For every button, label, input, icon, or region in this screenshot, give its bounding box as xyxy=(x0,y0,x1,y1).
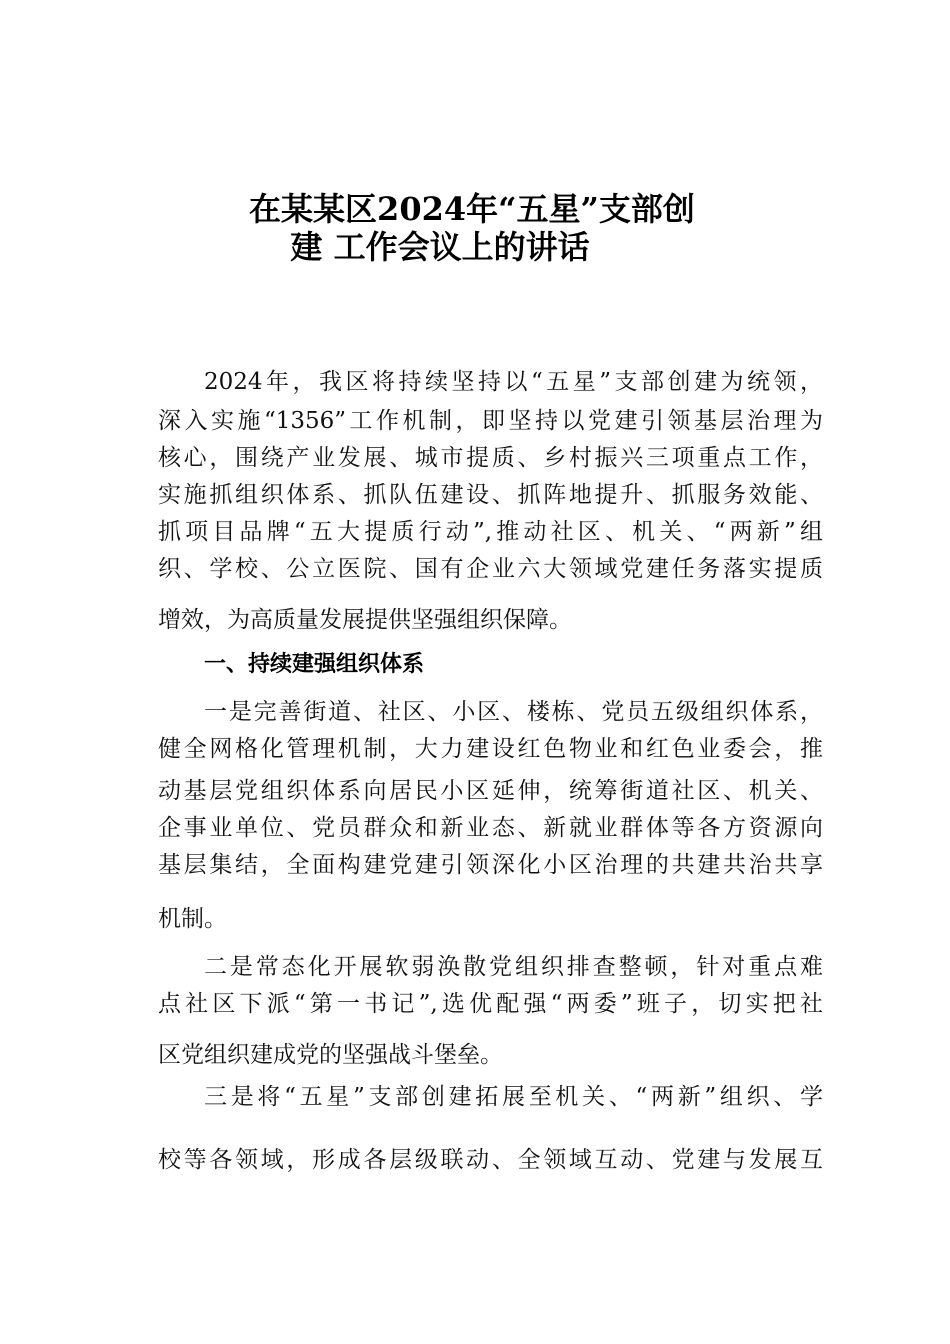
paragraph-line: 一是完善街道、社区、小区、楼栋、党员五级组织体系， xyxy=(204,699,823,725)
title-line-2: 建 工作会议上的讲话 xyxy=(290,228,590,266)
intro-line: 核心，围绕产业发展、城市提质、乡村振兴三项重点工作， xyxy=(158,445,823,471)
intro-line: 实施抓组织体系、抓队伍建设、抓阵地提升、抓服务效能、 xyxy=(158,482,823,508)
paragraph-line: 基层集结，全面构建党建引领深化小区治理的共建共治共享 xyxy=(158,852,823,878)
paragraph-line: 点社区下派“第一书记”,选优配强“两委”班子，切实把社 xyxy=(158,991,823,1017)
paragraph-line: 企事业单位、党员群众和新业态、新就业群体等各方资源向 xyxy=(158,815,823,841)
intro-line: 增效，为高质量发展提供坚强组织保障。 xyxy=(158,607,572,633)
section-heading: 一、持续建强组织体系 xyxy=(204,652,425,677)
paragraph-line: 校等各领域，形成各层级联动、全领域互动、党建与发展互 xyxy=(158,1147,823,1173)
intro-line: 织、学校、公立医院、国有企业六大领域党建任务落实提质 xyxy=(158,556,823,582)
paragraph-line: 机制。 xyxy=(158,906,227,932)
intro-line: 深入实施“1356”工作机制，即坚持以党建引领基层治理为 xyxy=(158,408,823,434)
paragraph-line: 三是将“五星”支部创建拓展至机关、“两新”组织、学 xyxy=(204,1084,823,1110)
paragraph-line: 健全网格化管理机制，大力建设红色物业和红色业委会，推 xyxy=(158,736,823,762)
paragraph-line: 区党组织建成党的坚强战斗堡垒。 xyxy=(158,1042,503,1068)
paragraph-line: 二是常态化开展软弱涣散党组织排查整顿，针对重点难 xyxy=(204,954,823,980)
paragraph-line: 动基层党组织体系向居民小区延伸，统筹街道社区、机关、 xyxy=(158,778,823,804)
intro-line: 2024年，我区将持续坚持以“五星”支部创建为统领， xyxy=(204,369,823,395)
title-line-1: 在某某区2024年“五星”支部创 xyxy=(249,190,695,228)
intro-line: 抓项目品牌“五大提质行动”,推动社区、机关、“两新”组 xyxy=(158,519,823,545)
